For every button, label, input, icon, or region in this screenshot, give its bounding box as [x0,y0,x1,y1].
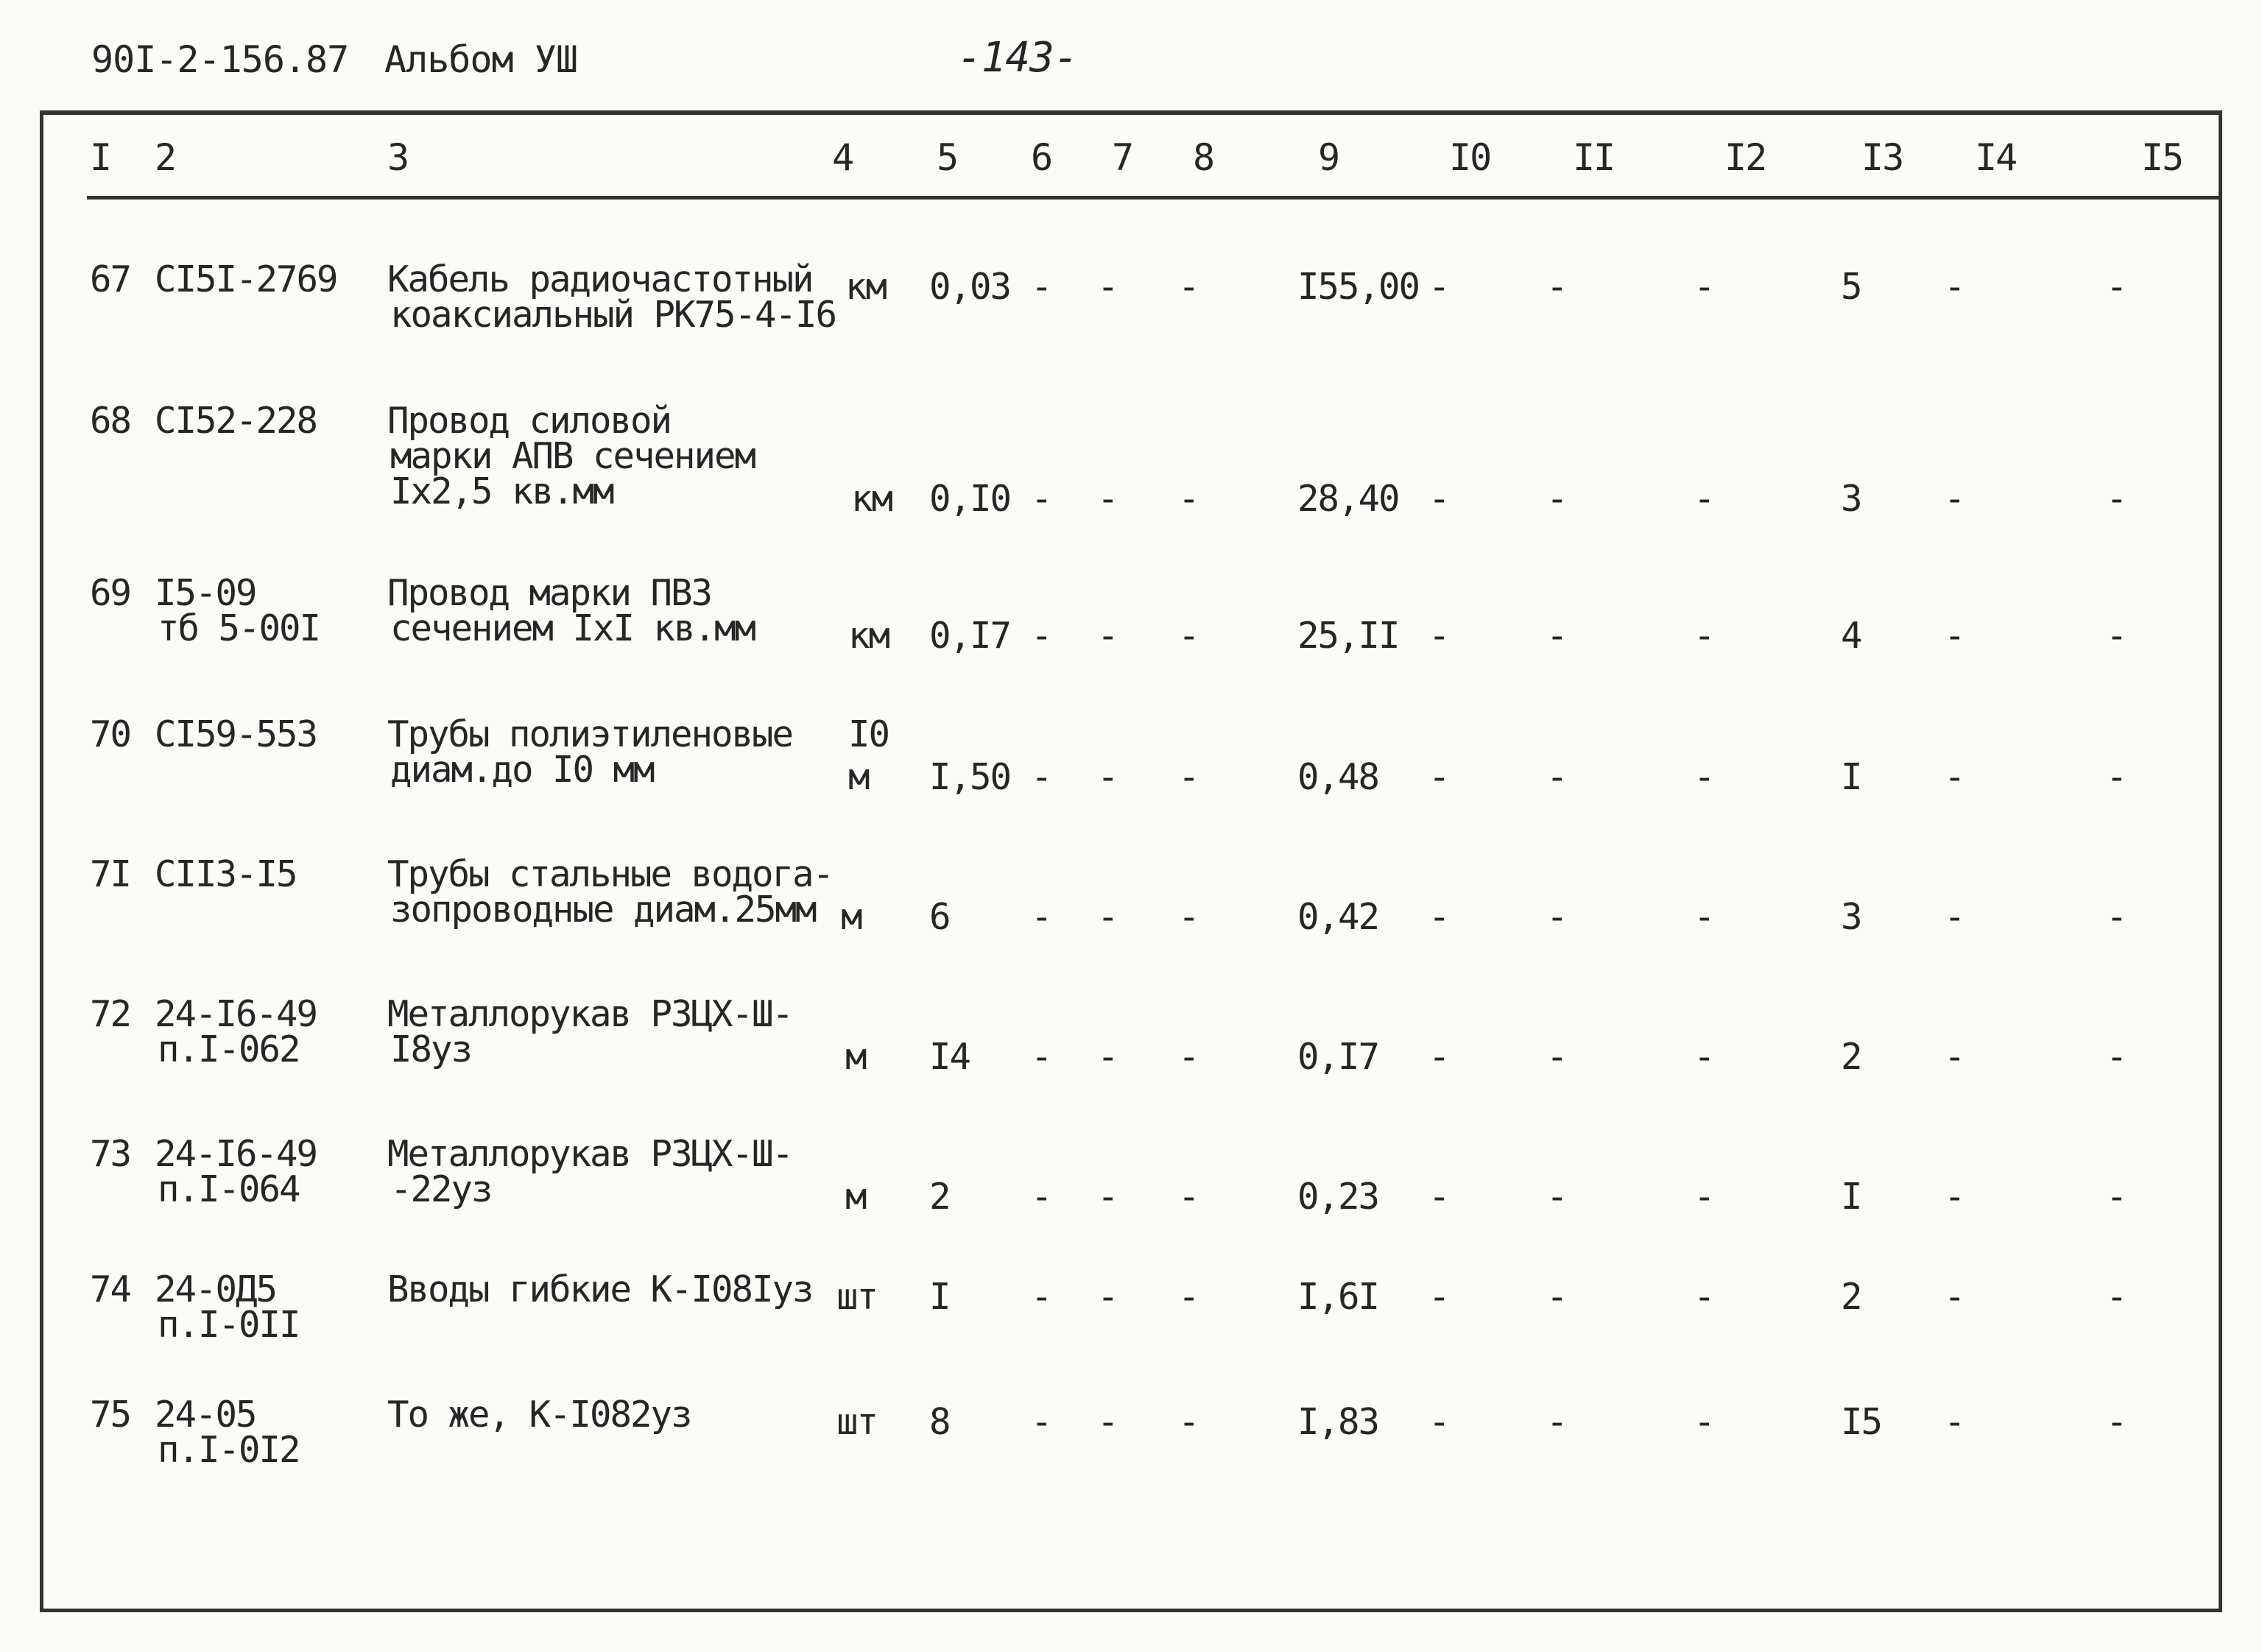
row-value-col-8: - [1178,615,1199,657]
row-value-col-8: - [1178,896,1199,938]
row-value-col-9: I,6I [1297,1276,1379,1318]
row-description: сечением IхI кв.мм [390,607,755,649]
column-heading: 4 [832,136,853,179]
row-value-col-10: - [1428,1276,1449,1318]
row-code: п.I-062 [158,1028,300,1070]
row-value-col-6: - [1031,615,1051,657]
row-value-col-5: 6 [929,896,950,938]
row-value-col-9: 25,II [1297,615,1399,657]
row-description: Трубы стальные водога- [387,853,834,895]
row-value-col-15: - [2106,896,2127,938]
row-value-col-14: - [1944,1176,1965,1218]
row-value-col-6: - [1031,1036,1051,1078]
row-value-col-5: I4 [929,1036,970,1078]
row-value-col-12: - [1694,1276,1714,1318]
row-number: 72 [90,993,131,1035]
row-code: п.I-0I2 [158,1429,300,1471]
row-description: -22уз [390,1168,492,1210]
row-number: 69 [90,572,131,614]
row-value-col-10: - [1428,896,1449,938]
row-number: 70 [90,713,131,755]
row-value-col-7: - [1097,1036,1118,1078]
row-value-col-11: - [1546,615,1567,657]
row-value-col-13: I [1841,1176,1861,1218]
row-value-col-7: - [1097,1176,1118,1218]
row-code: CII3-I5 [155,853,297,895]
row-value-col-7: - [1097,1276,1118,1318]
row-code: CI5I-2769 [155,258,337,300]
row-value-col-14: - [1944,1401,1965,1443]
row-value-col-15: - [2106,1036,2127,1078]
row-number: 67 [90,258,131,300]
row-value-col-13: 2 [1841,1036,1861,1078]
column-heading: 8 [1193,136,1214,179]
row-value-col-11: - [1546,1401,1567,1443]
row-value-col-12: - [1694,266,1714,308]
column-heading: II [1573,136,1615,179]
row-unit: км [848,615,889,657]
row-value-col-8: - [1178,1401,1199,1443]
row-number: 74 [90,1268,131,1310]
row-value-col-9: 0,23 [1297,1176,1379,1218]
row-value-col-10: - [1428,1036,1449,1078]
row-value-col-9: 0,I7 [1297,1036,1379,1078]
row-value-col-15: - [2106,1176,2127,1218]
row-description: Металлорукав РЗЦХ-Ш- [387,1133,793,1175]
row-value-col-8: - [1178,1276,1199,1318]
row-value-col-9: I,83 [1297,1401,1379,1443]
row-unit: м [848,756,869,798]
row-description: Вводы гибкие К-I08Iуз [387,1268,813,1310]
column-heading: I5 [2141,136,2183,179]
row-value-col-11: - [1546,1276,1567,1318]
row-value-col-8: - [1178,266,1199,308]
row-value-col-5: 0,03 [929,266,1011,308]
row-description: Кабель радиочастотный [387,258,813,300]
column-heading: I3 [1861,136,1903,179]
row-number: 75 [90,1394,131,1436]
row-value-col-11: - [1546,266,1567,308]
row-value-col-12: - [1694,1401,1714,1443]
row-code: 24-I6-49 [155,1133,317,1175]
row-value-col-6: - [1031,756,1051,798]
row-value-col-7: - [1097,615,1118,657]
row-value-col-6: - [1031,896,1051,938]
row-description: То же, К-I082уз [387,1394,691,1436]
page-number: -143- [957,34,1078,82]
row-value-col-15: - [2106,478,2127,520]
row-value-col-10: - [1428,756,1449,798]
row-value-col-12: - [1694,1036,1714,1078]
row-value-col-12: - [1694,756,1714,798]
column-heading: I [90,136,111,179]
column-heading: 3 [387,136,409,179]
row-value-col-5: I [929,1276,950,1318]
row-value-col-8: - [1178,478,1199,520]
row-code: тб 5-00I [158,607,320,649]
column-heading: I2 [1724,136,1766,179]
row-description: Металлорукав РЗЦХ-Ш- [387,993,793,1035]
column-heading: I4 [1975,136,2017,179]
row-unit: м [841,896,862,938]
row-value-col-13: I5 [1841,1401,1882,1443]
row-value-col-10: - [1428,266,1449,308]
column-heading: 2 [155,136,176,179]
row-value-col-14: - [1944,478,1965,520]
row-value-col-5: 0,I7 [929,615,1011,657]
row-code: 24-0Д5 [155,1268,277,1310]
row-value-col-14: - [1944,615,1965,657]
row-unit: I0 [848,713,889,755]
row-unit: шт [836,1401,878,1443]
row-value-col-12: - [1694,478,1714,520]
row-description: коаксиальный РК75-4-I6 [390,294,836,336]
row-value-col-10: - [1428,1401,1449,1443]
row-value-col-9: 28,40 [1297,478,1399,520]
row-value-col-6: - [1031,1176,1051,1218]
row-value-col-13: 2 [1841,1276,1861,1318]
row-value-col-9: 0,48 [1297,756,1379,798]
row-code: 24-I6-49 [155,993,317,1035]
row-value-col-13: 3 [1841,478,1861,520]
row-value-col-8: - [1178,1176,1199,1218]
row-value-col-5: I,50 [929,756,1011,798]
row-description: Провод силовой [387,400,672,442]
row-unit: м [845,1176,866,1218]
column-heading: 9 [1318,136,1339,179]
row-value-col-5: 2 [929,1176,950,1218]
row-value-col-15: - [2106,1276,2127,1318]
row-value-col-13: 4 [1841,615,1861,657]
row-value-col-5: 8 [929,1401,950,1443]
row-value-col-15: - [2106,615,2127,657]
row-code: CI59-553 [155,713,317,755]
row-value-col-15: - [2106,1401,2127,1443]
row-value-col-10: - [1428,1176,1449,1218]
row-value-col-12: - [1694,896,1714,938]
row-value-col-6: - [1031,478,1051,520]
row-value-col-13: 5 [1841,266,1861,308]
row-value-col-7: - [1097,756,1118,798]
row-value-col-6: - [1031,1401,1051,1443]
row-value-col-11: - [1546,1176,1567,1218]
row-value-col-7: - [1097,1401,1118,1443]
row-description: диам.до I0 мм [390,749,654,791]
table-frame [40,110,2222,1612]
row-code: 24-05 [155,1394,256,1436]
row-value-col-12: - [1694,1176,1714,1218]
row-number: 7I [90,853,131,895]
row-description: зопроводные диам.25мм [390,889,816,931]
row-value-col-9: I55,00 [1297,266,1420,308]
row-value-col-10: - [1428,478,1449,520]
row-value-col-15: - [2106,266,2127,308]
header-divider [87,196,2222,200]
row-description: Провод марки ПВЗ [387,572,712,614]
column-heading: 5 [937,136,958,179]
row-description: Трубы полиэтиленовые [387,713,793,755]
row-value-col-11: - [1546,896,1567,938]
row-code: I5-09 [155,572,256,614]
row-unit: шт [836,1276,878,1318]
column-heading: 6 [1031,136,1052,179]
column-heading: I0 [1449,136,1491,179]
document-code: 90I-2-156.87 [91,38,349,81]
row-description: Iх2,5 кв.мм [390,470,613,512]
row-value-col-15: - [2106,756,2127,798]
row-value-col-6: - [1031,1276,1051,1318]
row-code: п.I-064 [158,1168,300,1210]
row-code: п.I-0II [158,1304,300,1346]
row-number: 73 [90,1133,131,1175]
row-unit: м [845,1036,866,1078]
row-value-col-14: - [1944,1036,1965,1078]
row-unit: км [851,478,892,520]
row-value-col-11: - [1546,478,1567,520]
row-unit: км [845,266,887,308]
row-value-col-12: - [1694,615,1714,657]
row-value-col-13: 3 [1841,896,1861,938]
row-value-col-9: 0,42 [1297,896,1379,938]
row-value-col-11: - [1546,756,1567,798]
row-value-col-10: - [1428,615,1449,657]
row-code: CI52-228 [155,400,317,442]
row-value-col-6: - [1031,266,1051,308]
row-value-col-8: - [1178,756,1199,798]
row-value-col-7: - [1097,478,1118,520]
row-value-col-14: - [1944,896,1965,938]
row-description: марки АПВ сечением [390,435,755,477]
row-value-col-7: - [1097,896,1118,938]
row-value-col-14: - [1944,1276,1965,1318]
row-value-col-8: - [1178,1036,1199,1078]
column-heading: 7 [1112,136,1133,179]
album-label: Альбом УШ [384,38,577,81]
row-number: 68 [90,400,131,442]
row-value-col-14: - [1944,266,1965,308]
row-value-col-14: - [1944,756,1965,798]
row-value-col-7: - [1097,266,1118,308]
row-description: I8уз [390,1028,472,1070]
row-value-col-13: I [1841,756,1861,798]
row-value-col-11: - [1546,1036,1567,1078]
row-value-col-5: 0,I0 [929,478,1011,520]
